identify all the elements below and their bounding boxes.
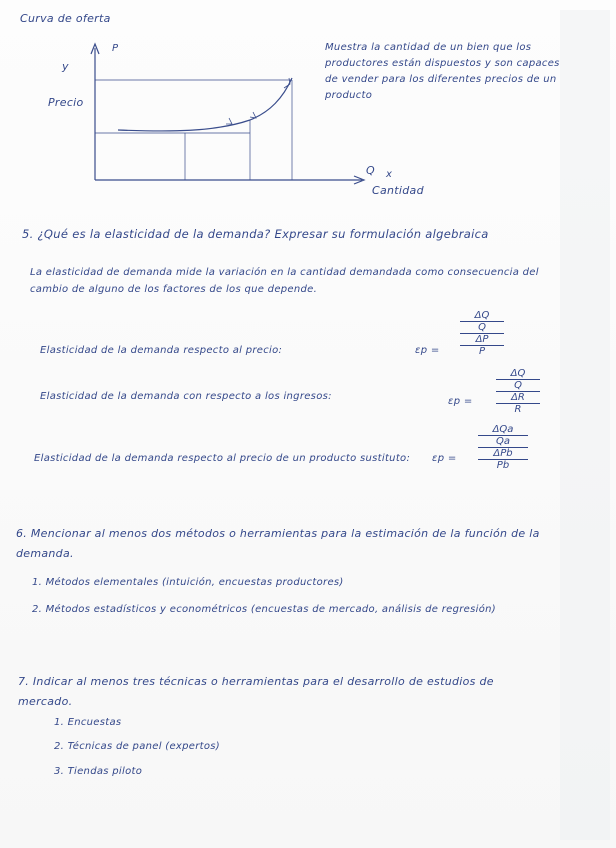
graph-title: Curva de oferta	[20, 12, 111, 25]
axis-x-label: Cantidad	[372, 184, 424, 197]
q5-formula3-fraction	[478, 424, 528, 471]
supply-curve	[118, 78, 292, 131]
f2-den-bot: R	[514, 404, 522, 415]
axis-y-symbol: y	[62, 60, 69, 73]
f3-num-bot: Qa	[478, 436, 528, 448]
q5-formula1-label: Elasticidad de la demanda respecto al precio:	[40, 345, 283, 356]
q5-answer: La elasticidad de demanda mide la variación en la cantidad demandada como consecuencia del cambio de alguno de los factores de los que depende.	[30, 267, 539, 295]
q7-item2: 2. Técnicas de panel (expertos)	[54, 741, 221, 752]
q5-formula1-lhs: εp =	[415, 345, 440, 356]
f3-den-bot: Pb	[496, 460, 510, 471]
f2-num-top: ΔQ	[496, 368, 540, 380]
f1-num-top: ΔQ	[460, 310, 504, 322]
f1-num-bot: Q	[460, 322, 504, 334]
curve-mark-1	[226, 118, 232, 124]
f3-num-top: ΔQa	[478, 424, 528, 436]
q7-item1: 1. Encuestas	[54, 717, 122, 728]
f1-den-bot: P	[478, 346, 486, 357]
q5-formula2-label: Elasticidad de la demanda con respecto a los ingresos:	[40, 391, 332, 402]
q6-item2: 2. Métodos estadísticos y econométricos (encuestas de mercado, análisis de regresión)	[32, 604, 496, 615]
q5-question: 5. ¿Qué es la elasticidad de la demanda? Expresar su formulación algebraica	[22, 227, 489, 241]
q6-item1: 1. Métodos elementales (intuición, encuestas productores)	[32, 577, 344, 588]
q5-formula3-label: Elasticidad de la demanda respecto al precio de un producto sustituto:	[34, 453, 411, 464]
q7-item3: 3. Tiendas piloto	[54, 766, 143, 777]
q6-question: 6. Mencionar al menos dos métodos o herramientas para la estimación de la función de la demanda.	[16, 527, 540, 560]
axis-x-symbol2: x	[386, 169, 393, 180]
axis-p-symbol: P	[112, 43, 119, 54]
q5-formula1-fraction	[460, 310, 504, 357]
f1-den-top: ΔP	[460, 334, 504, 346]
q5-formula3-lhs: εp =	[432, 453, 457, 464]
q5-formula2-lhs: εp =	[448, 396, 473, 407]
f2-num-bot: Q	[496, 380, 540, 392]
axis-x-symbol: Q	[366, 164, 375, 177]
graph-note: Muestra la cantidad de un bien que los productores están dispuestos y son capaces de vender para los diferentes precios de un producto	[325, 42, 560, 101]
axis-y-label: Precio	[48, 96, 84, 109]
f2-den-top: ΔR	[496, 392, 540, 404]
f3-den-top: ΔPb	[478, 448, 528, 460]
q7-question: 7. Indicar al menos tres técnicas o herramientas para el desarrollo de estudios de mercado.	[18, 675, 494, 708]
q5-formula2-fraction	[496, 368, 540, 415]
